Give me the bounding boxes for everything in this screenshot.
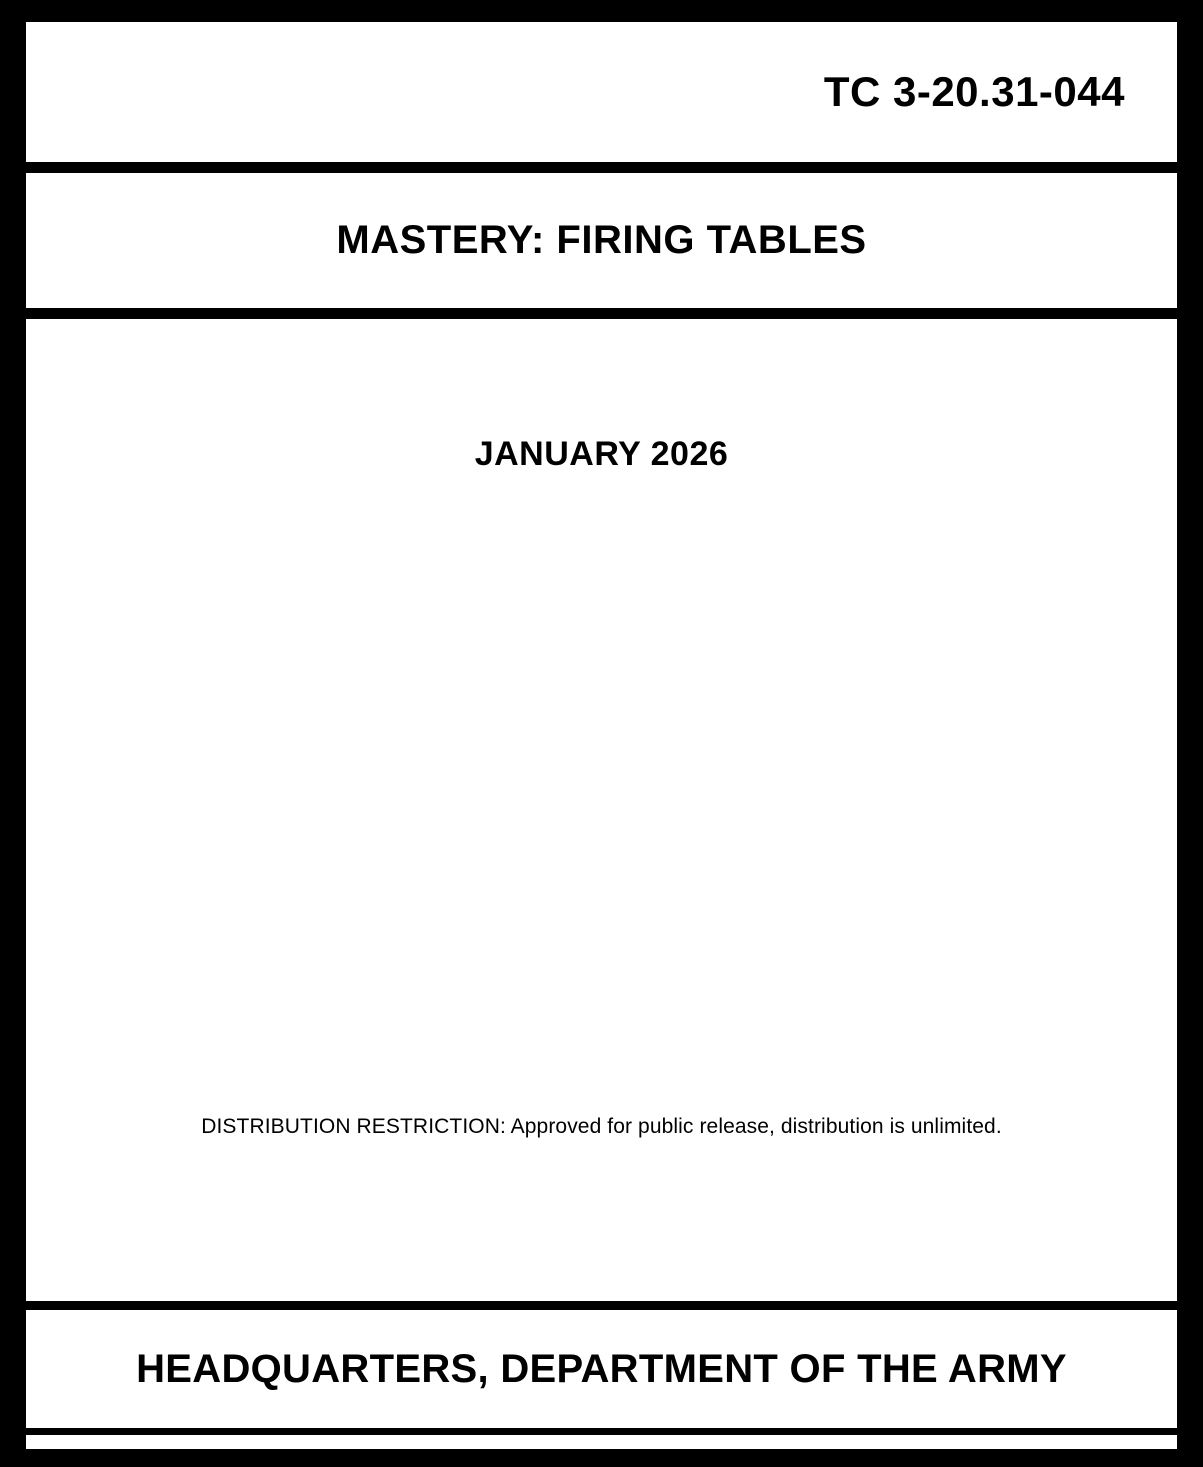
divider-rule-top — [26, 162, 1177, 173]
page-inner-frame — [26, 22, 1177, 1449]
publication-date: JANUARY 2026 — [474, 435, 729, 473]
publisher-name: HEADQUARTERS, DEPARTMENT OF THE ARMY — [136, 1346, 1067, 1391]
document-number-panel — [26, 22, 1177, 162]
divider-rule-title-bottom — [26, 308, 1177, 319]
document-title-panel — [26, 173, 1177, 308]
divider-rule-publisher-bottom — [26, 1428, 1177, 1435]
document-body-panel — [26, 319, 1177, 1301]
publisher-panel — [26, 1310, 1177, 1428]
footer-strip — [26, 1435, 1177, 1449]
divider-rule-body-bottom — [26, 1301, 1177, 1310]
document-number: TC 3-20.31-044 — [823, 68, 1125, 115]
distribution-restriction-note: DISTRIBUTION RESTRICTION: Approved for public release, distribution is unlimited. — [201, 1115, 1002, 1138]
document-title: MASTERY: FIRING TABLES — [336, 218, 867, 262]
